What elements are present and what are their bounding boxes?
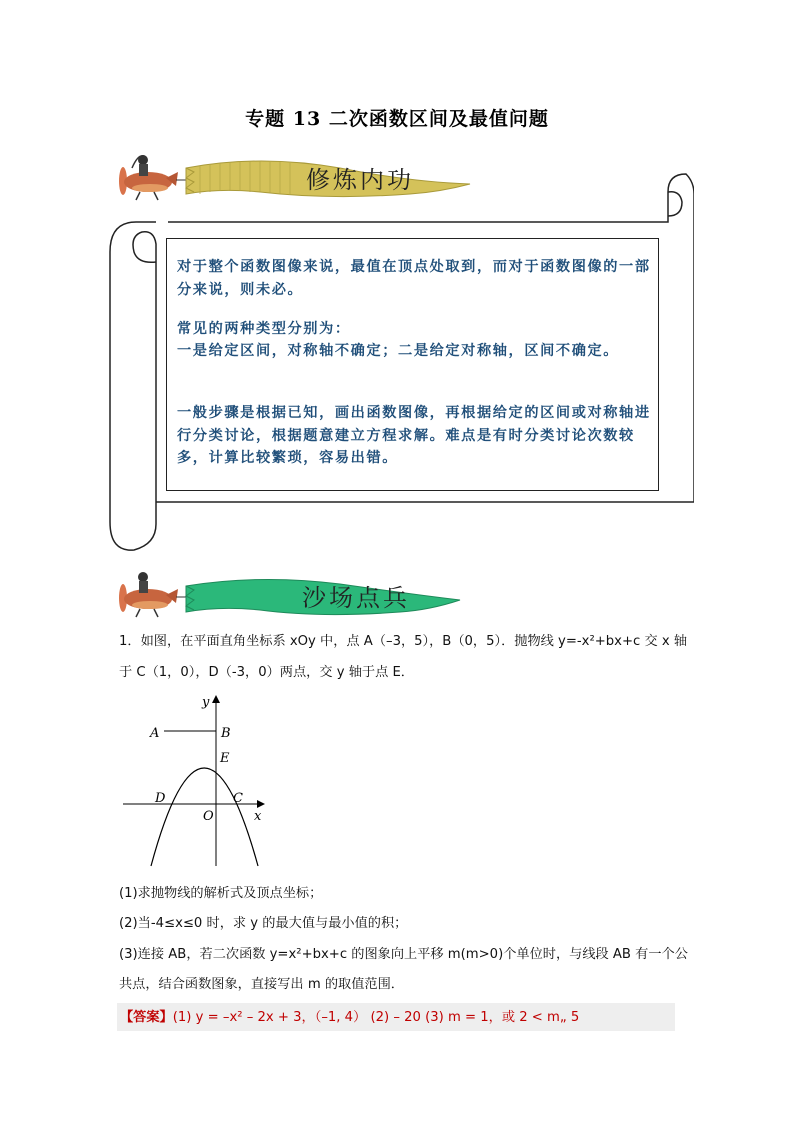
parabola-figure: [118, 690, 278, 870]
label-x: x: [254, 809, 262, 824]
label-c: C: [233, 791, 243, 806]
sub-question-3a: (3)连接 AB，若二次函数 y=x²+bx+c 的图象向上平移 m(m>0)个单位时，与线段 AB 有一个公: [119, 947, 688, 962]
sub-question-1: (1)求抛物线的解析式及顶点坐标；: [119, 886, 323, 901]
label-d: D: [155, 791, 166, 806]
tip-paragraph-2a: 常见的两种类型分别为：: [177, 321, 351, 337]
tip-paragraph-1: 对于整个函数图像来说，最值在顶点处取到，而对于函数图像的一部分来说，则未必。: [177, 259, 651, 298]
plane-icon: [119, 572, 186, 617]
label-e: E: [220, 751, 230, 766]
answer-line: [120, 1008, 579, 1028]
tip-paragraph-2b: 一是给定区间，对称轴不确定；二是给定对称轴，区间不确定。: [177, 343, 620, 359]
label-a: A: [150, 726, 160, 741]
sub-question-2: (2)当-4≤x≤0 时，求 y 的最大值与最小值的积；: [119, 916, 408, 931]
tip-paragraph-3: 一般步骤是根据已知，画出函数图像，再根据给定的区间或对称轴进行分类讨论，根据题意建立方程求解。难点是有时分类讨论次数较多，计算比较繁琐，容易出错。: [177, 405, 651, 466]
banner-1-title: 修炼内功: [306, 166, 414, 194]
label-y: y: [202, 695, 210, 710]
page-title: 专题 13 二次函数区间及最值问题: [245, 108, 549, 130]
answer-text: (1) y = –x² – 2x + 3，（–1, 4） (2) – 20 (3) m = 1，或 2 < m„ 5: [172, 1010, 580, 1025]
question-line-2: 于 C（1，0），D（-3，0）两点，交 y 轴于点 E．: [119, 665, 414, 680]
label-b: B: [221, 726, 231, 741]
sub-question-3b: 共点，结合函数图象，直接写出 m 的取值范围．: [119, 977, 404, 992]
answer-label: 【答案】: [120, 1010, 173, 1025]
label-o: O: [203, 809, 214, 824]
question-line-1: 1．如图，在平面直角坐标系 xOy 中，点 A（–3，5），B（0，5）．抛物线 y=-x²+bx+c 交 x 轴: [119, 634, 688, 649]
banner-2: [110, 568, 470, 624]
banner-2-title: 沙场点兵: [302, 584, 410, 612]
